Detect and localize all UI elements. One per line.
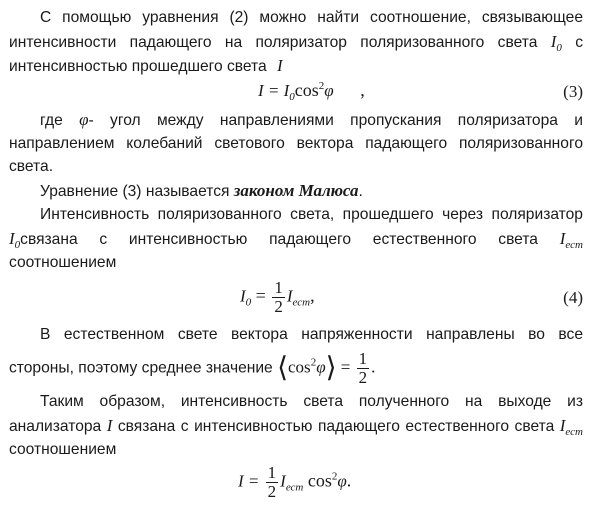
p1-text-3: интенсивностью прошедшего света	[9, 58, 267, 75]
eq5-sup: 2	[331, 470, 338, 483]
equation-5	[238, 464, 351, 501]
p3-line	[40, 181, 600, 202]
eq4-fraction: $\frac{1}{2}$	[274, 278, 283, 316]
p3-period: .	[358, 183, 363, 200]
equation-4	[240, 279, 315, 316]
malus-law-term: законом Малюса	[233, 181, 359, 200]
symbol-I-p6: I	[106, 416, 113, 435]
p1-text-2a: интенсивности падающего на поляризатор поляризованного света	[9, 34, 538, 51]
mean-cos-expression: $⟨\cos^2\varphi⟩$ = $\frac{1}{2}$ .	[277, 349, 376, 387]
eq3-cos: cos	[294, 80, 319, 100]
eq4-comma: ,	[310, 285, 315, 306]
p2-line3	[9, 157, 583, 177]
p6-text-1: Таким образом, интенсивность света полученного на выходе из	[40, 393, 583, 410]
p5-line2	[9, 350, 583, 387]
p6-text-2b: связана с интенсивностью падающего естественного света	[117, 418, 555, 435]
p2-text-3: света.	[9, 158, 54, 175]
eq5-dot: .	[346, 470, 352, 491]
p1-line3	[9, 56, 583, 77]
p2-where: где	[40, 112, 63, 129]
p4-text-1: Интенсивность поляризованного света, прошедшего через поляризатор	[40, 206, 583, 223]
eq3-comma: ,	[360, 80, 365, 100]
p1-text-2b: с	[575, 34, 583, 51]
p4-text-3: соотношением	[9, 254, 117, 271]
eq5-sub-est: ест	[285, 481, 304, 494]
eq3-sub: 0	[289, 91, 295, 103]
equation-3-number: (3)	[563, 82, 583, 101]
p5-line1	[40, 325, 583, 345]
eq3-phi: φ	[324, 81, 334, 100]
symbol-I: I	[277, 56, 283, 75]
p6-line2	[9, 416, 583, 442]
p6-line1	[40, 392, 583, 412]
eq5-cos: cos	[307, 470, 332, 491]
p1-line1	[40, 8, 583, 28]
equation-3	[258, 80, 365, 103]
eq4-I: I	[286, 286, 293, 306]
p1-line2	[9, 32, 583, 58]
p2-line1	[40, 110, 583, 131]
p1-text-1: С помощью уравнения (2) можно найти соотношение, связывающее	[40, 9, 583, 26]
p6-line3	[9, 440, 583, 460]
symbol-Iest-p6: $I_{ест}$	[559, 416, 583, 438]
p6-text-2a: анализатора	[9, 418, 102, 435]
p2-text-2: направлением колебаний светового вектора падающего поляризованного	[9, 135, 583, 152]
eq3-sup: 2	[318, 80, 325, 92]
eq5-lhs: I =	[238, 471, 264, 491]
symbol-phi: φ	[79, 110, 89, 129]
eq5-fraction: $\frac{1}{2}$	[267, 463, 277, 501]
symbol-Iest-p4: $I_{ест}$	[559, 229, 583, 251]
eq4-lhs: I	[240, 286, 246, 306]
eq5-I: I	[280, 471, 286, 491]
symbol-I0-p4: $I_0$	[9, 229, 21, 251]
p4-line2	[9, 229, 583, 255]
symbol-I0: $I_0$	[550, 32, 562, 54]
p5-text-2: стороны, поэтому среднее значение	[9, 359, 273, 377]
p6-text-3: соотношением	[9, 441, 117, 458]
eq4-equals: =	[251, 285, 271, 306]
eq3-lhs: I = I	[258, 81, 290, 100]
equation-4-number: (4)	[563, 288, 583, 307]
p2-text-1: - угол между направлениями пропускания поляризатора и	[88, 112, 583, 129]
p5-text-1: В естественном свете вектора напряженности направлены во все	[40, 326, 583, 343]
p4-line3	[9, 253, 583, 273]
eq4-sub-est: ест	[292, 296, 311, 309]
p4-text-2: связана с интенсивностью падающего естественного света	[20, 231, 538, 248]
eq5-phi: φ	[337, 471, 347, 491]
p3-text: Уравнение (3) называется	[40, 183, 230, 200]
p4-line1	[40, 205, 583, 225]
eq4-sub: 0	[245, 296, 252, 309]
p2-line2	[9, 134, 583, 154]
